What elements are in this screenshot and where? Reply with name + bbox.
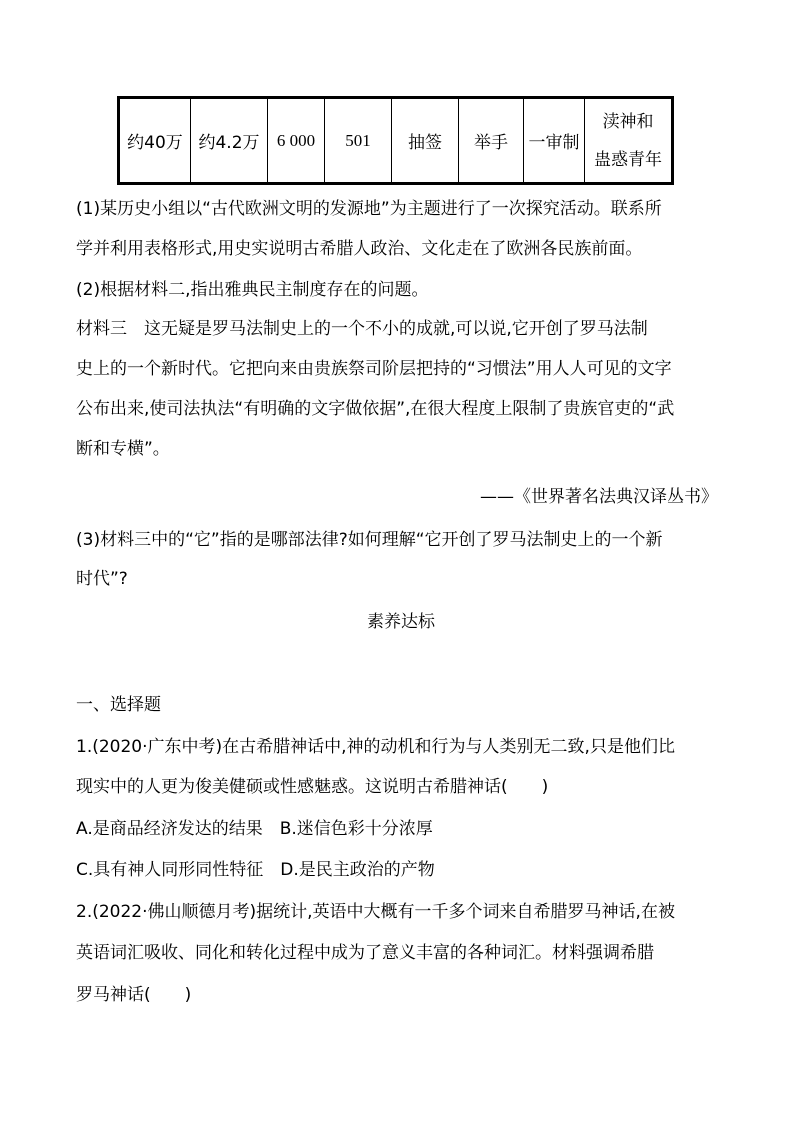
question-3-line-2: 时代”? [76, 569, 128, 589]
table-cell-charge-line2: 蛊惑青年 [594, 149, 662, 170]
question-2: (2)根据材料二,指出雅典民主制度存在的问题。 [76, 280, 429, 300]
item-2-line-3: 罗马神话( ) [76, 985, 192, 1005]
section-title: 素养达标 [367, 612, 435, 632]
table-cell-charge-line1: 渎神和 [602, 111, 654, 132]
table-cell-charge [585, 98, 673, 184]
table-cell-trial: 一审制 [524, 98, 585, 184]
question-1-line-2: 学并利用表格形式,用史实说明古希腊人政治、文化走在了欧洲各民族前面。 [76, 239, 643, 259]
table-cell-voting: 举手 [459, 98, 524, 184]
item-2-line-2: 英语词汇吸收、同化和转化过程中成为了意义丰富的各种词汇。材料强调希腊 [76, 943, 654, 963]
material-3-line-4: 断和专横”。 [76, 439, 170, 459]
table-cell-selection: 抽签 [392, 98, 459, 184]
table-row [119, 98, 673, 184]
material-3-line-3: 公布出来,使司法执法“有明确的文字做依据”,在很大程度上限制了贵族官吏的“武 [76, 399, 675, 419]
table-cell-citizens: 约4.2万 [191, 98, 268, 184]
item-1-line-2: 现实中的人更为俊美健硕或性感魅惑。这说明古希腊神话( ) [76, 777, 549, 797]
material-3-line-1: 材料三 这无疑是罗马法制史上的一个不小的成就,可以说,它开创了罗马法制 [76, 319, 648, 339]
table-cell-assembly: 6 000 [268, 98, 325, 184]
material-3-source: ——《世界著名法典汉译丛书》 [480, 487, 718, 507]
data-table [117, 96, 674, 185]
item-1-options-cd: C.具有神人同形同性特征 D.是民主政治的产物 [76, 860, 435, 880]
material-3-line-2: 史上的一个新时代。它把向来由贵族祭司阶层把持的“习惯法”用人人可见的文字 [76, 359, 672, 379]
question-3-line-1: (3)材料三中的“它”指的是哪部法律?如何理解“它开创了罗马法制史上的一个新 [76, 530, 663, 550]
item-1-line-1: 1.(2020·广东中考)在古希腊神话中,神的动机和行为与人类别无二致,只是他们比 [76, 737, 675, 757]
table-cell-population: 约40万 [119, 98, 191, 184]
item-1-options-ab: A.是商品经济发达的结果 B.迷信色彩十分浓厚 [76, 819, 433, 839]
part-heading: 一、选择题 [76, 695, 161, 715]
question-1-line-1: (1)某历史小组以“古代欧洲文明的发源地”为主题进行了一次探究活动。联系所 [76, 199, 662, 219]
table-cell-jurors: 501 [325, 98, 392, 184]
item-2-line-1: 2.(2022·佛山顺德月考)据统计,英语中大概有一千多个词来自希腊罗马神话,在被 [76, 902, 675, 922]
